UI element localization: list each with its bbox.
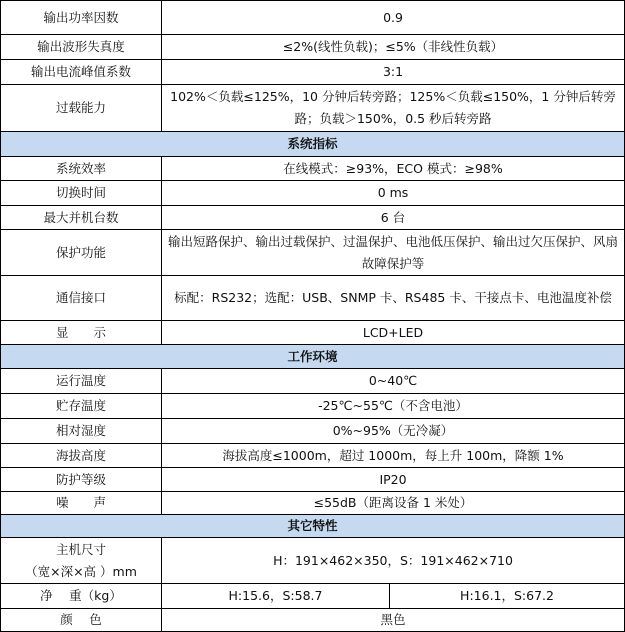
section-header-system <box>1 132 625 157</box>
spec-label: 贮存温度 <box>1 394 162 419</box>
table-row <box>1 181 625 206</box>
spec-value: LCD+LED <box>162 321 625 345</box>
spec-label: 噪 声 <box>1 492 162 515</box>
spec-label: 显 示 <box>1 321 162 345</box>
spec-value: ≤2%(线性负载)；≤5%（非线性负载） <box>162 35 625 60</box>
spec-label: 防护等级 <box>1 468 162 492</box>
dimensions-label-line2: （宽×深×高 ）mm <box>25 563 137 579</box>
section-title: 其它特性 <box>1 515 625 538</box>
table-row <box>1 35 625 60</box>
spec-value: 0~40℃ <box>162 369 625 394</box>
spec-value: 海拔高度≤1000m，超过 1000m，每上升 100m，降额 1% <box>162 444 625 468</box>
table-row <box>1 419 625 444</box>
spec-value: 0%~95%（无冷凝） <box>162 419 625 444</box>
table-row <box>1 230 625 276</box>
section-title: 系统指标 <box>1 132 625 157</box>
spec-value: 在线模式：≥93%，ECO 模式：≥98% <box>162 157 625 181</box>
table-row <box>1 538 625 584</box>
spec-value: 0.9 <box>162 1 625 35</box>
spec-label: 过载能力 <box>1 85 162 132</box>
spec-value: ≤55dB（距离设备 1 米处） <box>162 492 625 515</box>
table-row <box>1 394 625 419</box>
spec-value: 3:1 <box>162 60 625 85</box>
spec-label: 最大并机台数 <box>1 206 162 230</box>
section-title: 工作环境 <box>1 345 625 369</box>
spec-label: 系统效率 <box>1 157 162 181</box>
spec-value: 标配：RS232；选配：USB、SNMP 卡、RS485 卡、干接点卡、电池温度补偿 <box>162 276 625 321</box>
spec-value: H：191×462×350，S：191×462×710 <box>162 538 625 584</box>
table-row <box>1 85 625 132</box>
table-row <box>1 321 625 345</box>
spec-label: 输出波形失真度 <box>1 35 162 60</box>
table-row <box>1 369 625 394</box>
table-row <box>1 468 625 492</box>
table-row <box>1 584 625 609</box>
spec-value-b: H:16.1，S:67.2 <box>390 584 625 609</box>
spec-value: 黑色 <box>162 609 625 632</box>
section-header-other <box>1 515 625 538</box>
spec-label: 输出功率因数 <box>1 1 162 35</box>
table-row <box>1 206 625 230</box>
spec-label: 海拔高度 <box>1 444 162 468</box>
spec-value: IP20 <box>162 468 625 492</box>
spec-label: 颜 色 <box>1 609 162 632</box>
spec-value: 6 台 <box>162 206 625 230</box>
spec-label: 通信接口 <box>1 276 162 321</box>
section-header-environment <box>1 345 625 369</box>
spec-label: 净 重（kg） <box>1 584 162 609</box>
spec-label: 保护功能 <box>1 230 162 276</box>
spec-value-a: H:15.6，S:58.7 <box>162 584 390 609</box>
spec-value: 输出短路保护、输出过载保护、过温保护、电池低压保护、输出过欠压保护、风扇故障保护等 <box>162 230 625 276</box>
spec-label: 相对湿度 <box>1 419 162 444</box>
table-row <box>1 60 625 85</box>
spec-value: 0 ms <box>162 181 625 206</box>
spec-label: 输出电流峰值系数 <box>1 60 162 85</box>
spec-label <box>1 538 162 584</box>
table-row <box>1 492 625 515</box>
table-row <box>1 444 625 468</box>
dimensions-label-line1: 主机尺寸 <box>55 541 106 557</box>
spec-label: 运行温度 <box>1 369 162 394</box>
table-row <box>1 157 625 181</box>
table-row <box>1 609 625 632</box>
table-row <box>1 1 625 35</box>
table-row <box>1 276 625 321</box>
spec-value: 102%＜负载≤125%，10 分钟后转旁路；125%＜负载≤150%，1 分钟后转旁路；负载＞150%，0.5 秒后转旁路 <box>162 85 625 132</box>
spec-value: -25℃~55℃（不含电池） <box>162 394 625 419</box>
spec-label: 切换时间 <box>1 181 162 206</box>
